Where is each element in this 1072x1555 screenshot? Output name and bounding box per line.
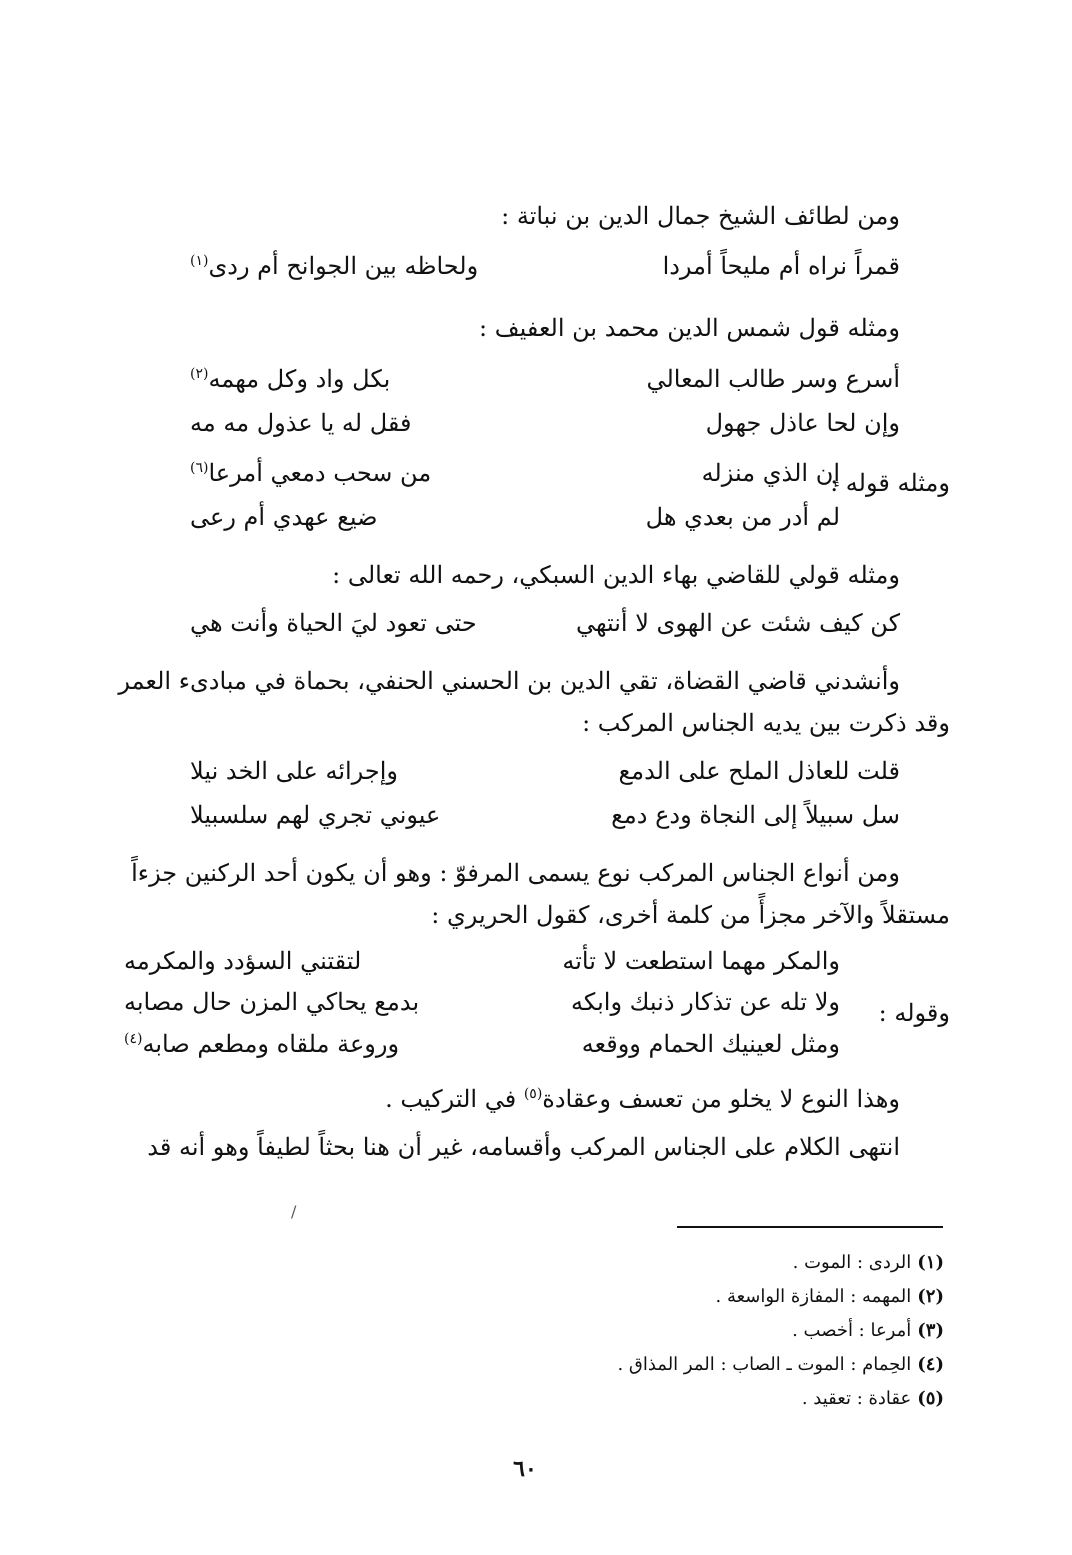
verse-11 <box>0 1027 1072 1061</box>
verse-7-hemistich-2: وإجرائه على الخد نيلا <box>190 757 399 785</box>
page-number: ٦٠ <box>513 1456 537 1482</box>
verse-11-hemistich-2: وروعة ملقاه ومطعم صابه$^{(٤)}$ <box>124 1030 400 1058</box>
verse-10-hemistich-1: ولا تله عن تذكار ذنبك وابكه <box>570 988 840 1016</box>
footnote-2: (٢)المهمه : المفازة الواسعة . <box>715 1286 944 1307</box>
verse-9-hemistich-1: والمكر مهما استطعت لا تأته <box>562 947 840 975</box>
verse-5-hemistich-2: ضيع عهدي أم رعى <box>190 503 378 531</box>
verse-1-hemistich-1: قمراً نراه أم مليحاً أمردا <box>662 252 900 280</box>
footnote-marker-4: (٤) <box>124 1031 143 1047</box>
verse-4-hemistich-1: إن الذي منزله <box>701 459 840 487</box>
verse-1-hemistich-2: ولحاظه بين الجوانح أم ردى$^{(١)}$ <box>190 252 479 280</box>
verse-10-lead: وقوله : <box>878 999 950 1027</box>
text-line-1: ومن لطائف الشيخ جمال الدين بن نباتة : <box>501 202 900 230</box>
verse-2 <box>0 362 1072 396</box>
text-line-3: ومثله قولي للقاضي بهاء الدين السبكي، رحمه الله تعالى : <box>332 561 900 589</box>
verse-7-hemistich-1: قلت للعاذل الملح على الدمع <box>618 757 900 785</box>
scan-mark: / <box>291 1202 297 1221</box>
footnote-1: (١)الردى : الموت . <box>792 1252 944 1273</box>
text-line-8: وهذا النوع لا يخلو من تعسف وعقادة$^{(٥)}$ في التركيب . <box>385 1085 900 1113</box>
verse-6-hemistich-1: كن كيف شئت عن الهوى لا أنتهي <box>575 609 900 637</box>
text-line-9: انتهى الكلام على الجناس المركب وأقسامه، غير أن هنا بحثاً لطيفاً وهو أنه قد <box>147 1133 900 1161</box>
footnote-marker-2: (٢) <box>190 366 209 382</box>
verse-2-hemistich-2: بكل واد وكل مهمه$^{(٢)}$ <box>190 365 391 393</box>
verse-4-hemistich-2: من سحب دمعي أمرعا$^{(٦)}$ <box>190 459 432 487</box>
verse-11-hemistich-1: ومثل لعينيك الحمام ووقعه <box>581 1030 840 1058</box>
footnote-4: (٤)الحِمام : الموت ـ الصاب : المر المذاق . <box>617 1354 944 1375</box>
verse-8-hemistich-2: عيوني تجري لهم سلسبيلا <box>190 801 441 829</box>
verse-2-hemistich-1: أسرع وسر طالب المعالي <box>646 365 900 393</box>
text-line-5: وقد ذكرت بين يديه الجناس المركب : <box>582 709 950 737</box>
verse-3-hemistich-1: وإن لحا عاذل جهول <box>705 409 900 437</box>
footnote-3: (٣)أمرعا : أخصب . <box>792 1320 944 1341</box>
verse-3 <box>0 406 1072 440</box>
verse-10-hemistich-2: بدمع يحاكي المزن حال مصابه <box>124 988 420 1016</box>
footnote-5: (٥)عقادة : تعقيد . <box>801 1388 944 1409</box>
text-line-4: وأنشدني قاضي القضاة، تقي الدين بن الحسني الحنفي، بحماة في مبادىء العمر <box>118 667 900 695</box>
verse-6-hemistich-2: حتى تعود ليَ الحياة وأنت هي <box>190 609 477 637</box>
verse-9 <box>0 944 1072 978</box>
verse-5 <box>0 500 1072 534</box>
verse-9-hemistich-2: لتقتني السؤدد والمكرمه <box>124 947 362 975</box>
verse-7 <box>0 754 1072 788</box>
verse-4 <box>0 456 1072 490</box>
verse-1 <box>0 249 1072 283</box>
verse-8 <box>0 798 1072 832</box>
verse-10 <box>0 985 1072 1019</box>
footnote-separator <box>677 1226 943 1228</box>
text-line-7: مستقلاً والآخر مجزأً من كلمة أخرى، كقول الحريري : <box>431 901 950 929</box>
verse-6 <box>0 606 1072 640</box>
verse-8-hemistich-1: سل سبيلاً إلى النجاة ودع دمع <box>611 801 900 829</box>
footnote-marker-1: (١) <box>190 253 209 269</box>
footnote-marker-5: (٥) <box>523 1086 543 1102</box>
footnote-marker-3: (٦) <box>190 460 209 476</box>
verse-5-hemistich-1: لم أدر من بعدي هل <box>645 503 840 531</box>
text-line-2: ومثله قول شمس الدين محمد بن العفيف : <box>479 314 900 342</box>
text-line-6: ومن أنواع الجناس المركب نوع يسمى المرفوّ : وهو أن يكون أحد الركنين جزءاً <box>131 859 900 887</box>
verse-3-hemistich-2: فقل له يا عذول مه مه <box>190 409 412 437</box>
verse-4-lead: ومثله قوله : <box>830 469 950 497</box>
